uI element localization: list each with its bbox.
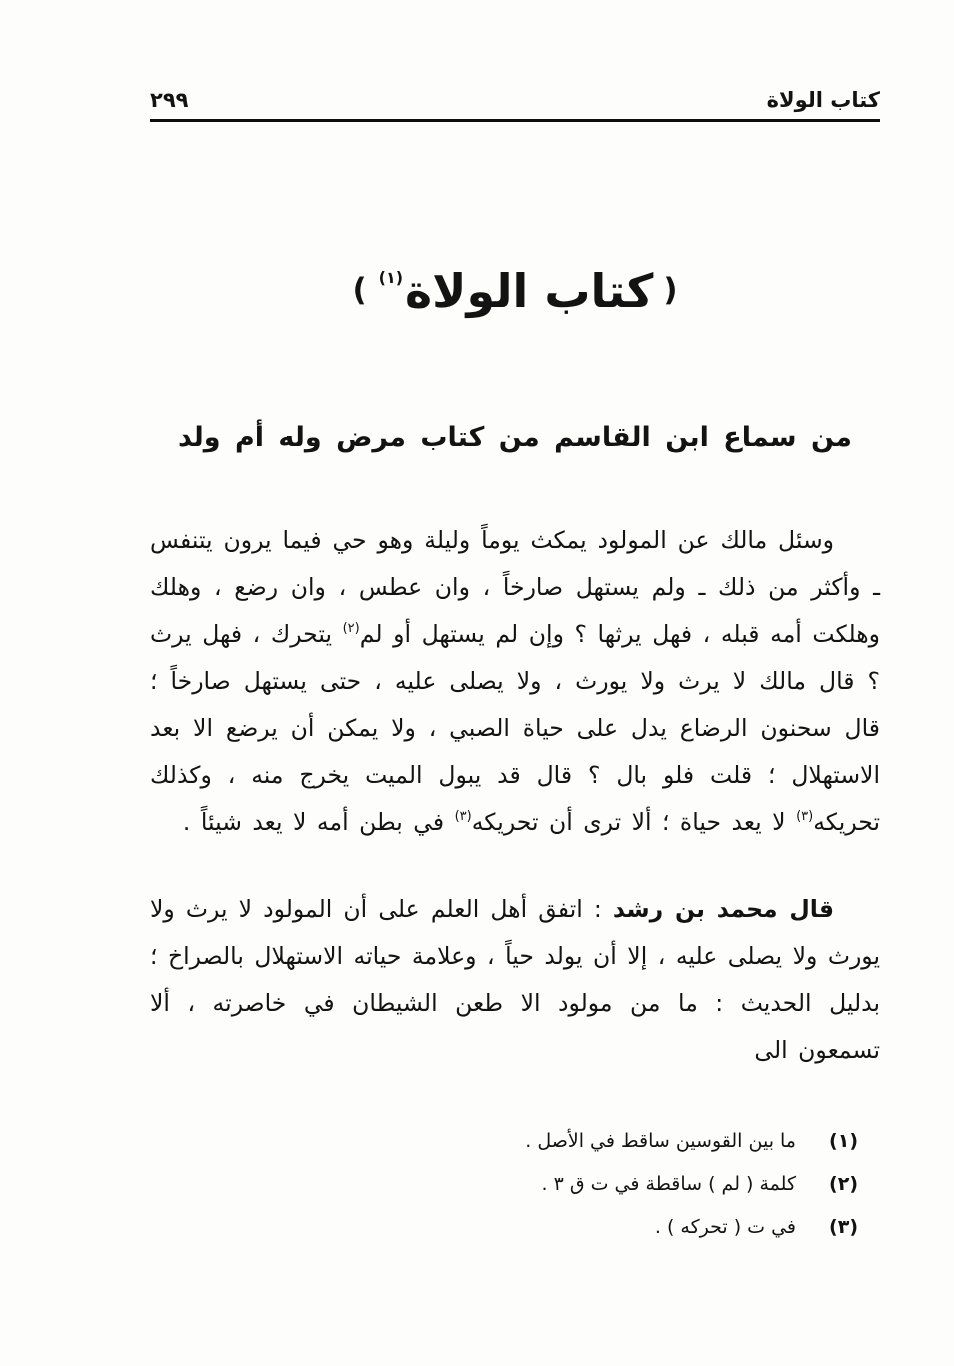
footnote-2-number: (٢) xyxy=(829,1173,858,1195)
footnote-ref-2: (٢) xyxy=(342,621,360,636)
title-close-paren: ) xyxy=(352,272,367,308)
footnote-1 xyxy=(150,1120,858,1163)
footnote-3 xyxy=(150,1206,858,1249)
footnote-3-text: في ت ( تحركه ) . xyxy=(654,1216,796,1238)
footnote-3-number: (٣) xyxy=(829,1216,858,1238)
footnote-1-number: (١) xyxy=(829,1130,858,1152)
title-open-paren: ( xyxy=(663,272,678,308)
paragraph-2 xyxy=(150,886,880,1074)
page-header xyxy=(150,88,880,119)
header-rule xyxy=(150,119,880,122)
running-title: كتاب الولاة xyxy=(766,88,880,112)
paragraph-1 xyxy=(150,517,880,846)
footnote-ref-3-second: (٣) xyxy=(454,809,472,824)
footnote-2 xyxy=(150,1163,858,1206)
title-text: كتاب الولاة xyxy=(405,264,654,318)
title-footnote-ref-icon: (١) xyxy=(378,268,404,287)
page-number: ٢٩٩ xyxy=(150,88,189,112)
book-title xyxy=(150,264,880,318)
page-content xyxy=(150,88,880,1249)
paragraph-1-segment: لا يعد حياة ؛ ألا ترى أن تحريكه xyxy=(471,808,797,836)
paragraph-2-text: : اتفق أهل العلم على أن المولود لا يرث ولا يورث ولا يصلى عليه ، إلا أن يولد حياً ، وعلامة حياته الاستهلال بالصراخ ؛ بدليل الحديث : ما من مولود الا طعن الشيطان في خاصرته ، ألا تسمعون الى xyxy=(150,895,880,1064)
footnote-1-text: ما بين القوسين ساقط في الأصل . xyxy=(525,1130,796,1152)
section-heading: من سماع ابن القاسم من كتاب مرض وله أم ولد xyxy=(178,422,852,453)
paragraph-2-lead: قال محمد بن رشد xyxy=(612,895,834,923)
footnote-2-text: كلمة ( لم ) ساقطة في ت ق ٣ . xyxy=(541,1173,796,1195)
paragraph-1-segment: يتحرك ، فهل يرث ؟ قال مالك لا يرث ولا يورث ، ولا يصلى عليه ، حتى يستهل صارخاً ؛ قال سحنون الرضاع يدل على حياة الصبي ، ولا يمكن أن يرضع الا بعد الاستهلال ؛ قلت فلو بال ؟ قال قد يبول الميت يخرج منه ، وكذلك تحريكه xyxy=(150,620,880,836)
footnote-ref-3: (٣) xyxy=(796,809,814,824)
paragraph-1-segment: في بطن أمه لا يعد شيئاً . xyxy=(182,808,455,836)
footnotes-block xyxy=(150,1120,880,1249)
paragraph-1-segment: وسئل مالك عن المولود يمكث يوماً وليلة وهو حي فيما يرون يتنفس ـ وأكثر من ذلك ـ ولم يستهل صارخاً ، وان عطس ، وان رضع ، وهلك وهلكت أمه قبله ، فهل يرثها ؟ وإن لم يستهل أو لم xyxy=(150,526,880,648)
